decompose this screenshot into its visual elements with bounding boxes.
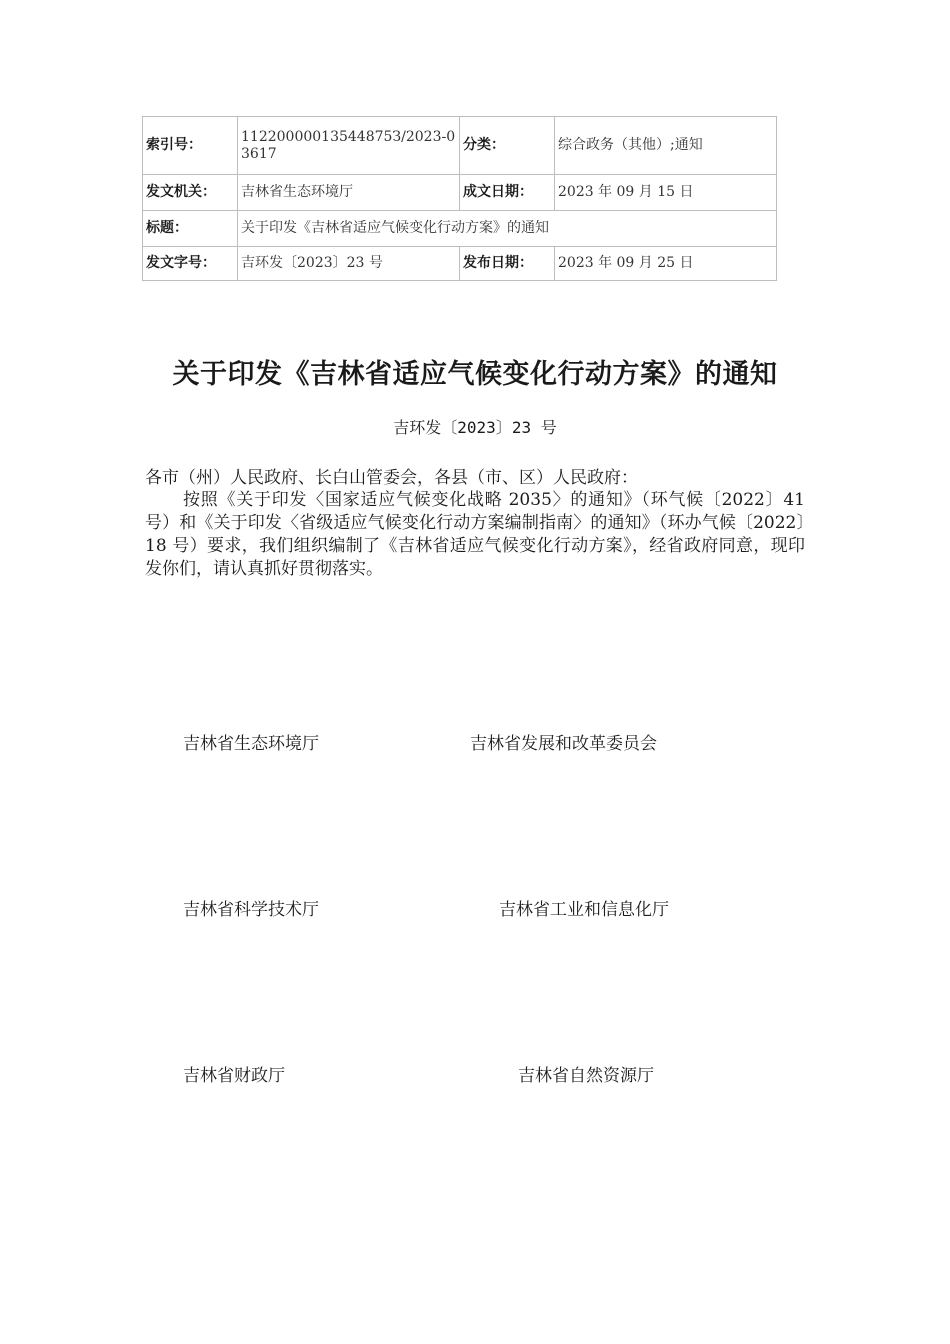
signatory-natural-resources: 吉林省自然资源厅 bbox=[518, 1066, 654, 1086]
metadata-row bbox=[143, 247, 777, 281]
body-paragraph: 按照《关于印发〈国家适应气候变化战略 2035〉的通知》（环气候〔2022〕41 号）和《关于印发〈省级适应气候变化行动方案编制指南〉的通知》（环办气候〔2022〕18 号）要求，我们组织编制了《吉林省适应气候变化行动方案》，经省政府同意，现印发你们，请认真抓好贯彻落实。 bbox=[145, 490, 805, 579]
signatory-finance: 吉林省财政厅 bbox=[183, 1066, 285, 1086]
written-date-label: 成文日期： bbox=[460, 175, 555, 211]
document-number: 吉环发〔2023〕23 号 bbox=[393, 418, 557, 437]
category-label: 分类： bbox=[460, 117, 555, 175]
title-value: 关于印发《吉林省适应气候变化行动方案》的通知 bbox=[238, 211, 777, 247]
doc-number-value: 吉环发〔2023〕23 号 bbox=[238, 247, 460, 281]
written-date-value: 2023 年 09 月 15 日 bbox=[555, 175, 777, 211]
doc-number-label: 发文字号： bbox=[143, 247, 238, 281]
signatory-development-reform: 吉林省发展和改革委员会 bbox=[470, 734, 657, 754]
salutation: 各市（州）人民政府、长白山管委会，各县（市、区）人民政府： bbox=[145, 468, 638, 488]
signatory-ecology: 吉林省生态环境厅 bbox=[183, 734, 319, 754]
index-value: 11220000013544875З/2023-03617 bbox=[238, 117, 460, 175]
metadata-table bbox=[142, 116, 777, 281]
document-title: 关于印发《吉林省适应气候变化行动方案》的通知 bbox=[172, 359, 778, 390]
publish-date-value: 2023 年 09 月 25 日 bbox=[555, 247, 777, 281]
category-value: 综合政务（其他）;通知 bbox=[555, 117, 777, 175]
title-label: 标题： bbox=[143, 211, 238, 247]
issuer-label: 发文机关： bbox=[143, 175, 238, 211]
signatory-industry-it: 吉林省工业和信息化厅 bbox=[499, 900, 669, 920]
signatory-science-technology: 吉林省科学技术厅 bbox=[183, 900, 319, 920]
issuer-value: 吉林省生态环境厅 bbox=[238, 175, 460, 211]
metadata-row bbox=[143, 211, 777, 247]
metadata-row bbox=[143, 175, 777, 211]
publish-date-label: 发布日期： bbox=[460, 247, 555, 281]
metadata-row bbox=[143, 117, 777, 175]
index-label: 索引号： bbox=[143, 117, 238, 175]
